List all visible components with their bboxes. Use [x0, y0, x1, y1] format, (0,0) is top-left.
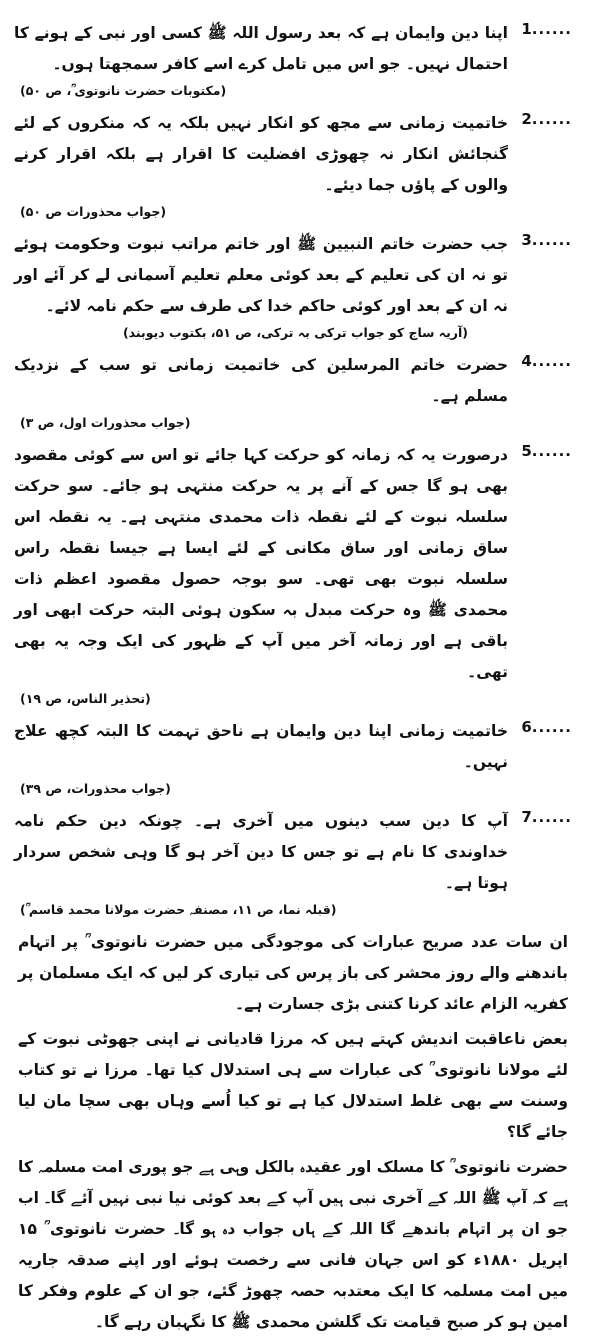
item-text: درصورت یہ کہ زمانہ کو حرکت کہا جائے تو اس سے کوئی مقصود بھی ہو گا جس کے آنے پر یہ حرکت منتہی ہو جائے۔ سو حرکت سلسلہ نبوت کے لئے نقطہ ذات محمدی منتہی ہے۔ یہ نقطہ اس ساق زمانی اور ساق مکانی کے لئے ایسا ہے جیسا نقطہ راس سلسلہ نبوت بھی تھی۔ سو بوجہ حصول مقصود اعظم ذات محمدی ﷺ وہ حرکت مبدل بہ سکون ہوئی البتہ حرکت ابھی اور باقی ہے اور زمانہ آخر میں آپ کے ظہور کی ایک وجہ یہ بھی تھی۔	[14, 446, 508, 681]
item-number: 4......	[521, 352, 572, 370]
item-number: 7......	[521, 808, 572, 826]
item-number: 2......	[521, 110, 572, 128]
item-number: 5......	[521, 442, 572, 460]
item-text: اپنا دین وایمان ہے کہ بعد رسول اللہ ﷺ کسی اور نبی کے ہونے کا احتمال نہیں۔ جو اس میں تامل کرے اسے کافر سمجھتا ہوں۔	[14, 24, 508, 73]
item-text: خاتمیت زمانی اپنا دین وایمان ہے ناحق تہمت کا البتہ کچھ علاج نہیں۔	[14, 722, 508, 771]
list-item	[14, 716, 572, 800]
item-text: حضرت خاتم المرسلین کی خاتمیت زمانی تو سب کے نزدیک مسلم ہے۔	[14, 356, 508, 405]
item-text: جب حضرت خاتم النبیین ﷺ اور خاتم مراتب نبوت وحکومت ہوئے تو نہ ان کی تعلیم کے بعد کوئی معلم تعلیم آسمانی لے کر آئے اور نہ ان کے بعد اور کوئی حاکم خدا کی طرف سے حکم نامہ لائے۔	[14, 235, 508, 315]
item-number: 6......	[521, 718, 572, 736]
list-item	[14, 108, 572, 223]
item-number: 3......	[521, 231, 572, 249]
list-item	[14, 229, 572, 344]
item-reference: (آریہ ساج کو جواب ترکی بہ ترکی، ص ۵۱، بکتوب دیوبند)	[122, 325, 468, 340]
item-reference: (مکتوبات حضرت نانوتوی ؒ، ص ۵۰)	[20, 83, 227, 98]
item-reference: (جواب محذورات، ص ۳۹)	[20, 781, 171, 796]
list-item	[14, 806, 572, 921]
item-reference: (تحذیر الناس، ص ۱۹)	[20, 691, 151, 706]
list-item	[14, 440, 572, 710]
list-item	[14, 18, 572, 102]
body-paragraph: حضرت نانوتوی ؒ کا مسلک اور عقیدہ بالکل وہی ہے جو پوری امت مسلمہ کا ہے کہ آپ ﷺ اللہ کے آخری نبی ہیں آپ کے بعد کوئی نیا نبی نہیں آئے گا۔ اب جو ان پر اتہام باندھے گا اللہ کے ہاں جواب دہ ہو گا۔ حضرت نانوتوی ؒ ۱۵ اپریل ۱۸۸۰ء کو اس جہان فانی سے رخصت ہوئے اور اپنے صدقہ جاریہ میں امت مسلمہ کا ایک معتدبہ حصہ چھوڑ گئے، جو ان کے علوم وفکر کا امین ہو کر صبح قیامت تک گلشن محمدی ﷺ کا نگہبان رہے گا۔	[18, 1158, 568, 1331]
item-reference: (قبلہ نما، ص ۱۱، مصنفہ حضرت مولانا محمد قاسم ؒ)	[20, 902, 337, 917]
body-paragraph: ان سات عدد صریح عبارات کی موجودگی میں حضرت نانوتوی ؒ پر اتہام باندھنے والے روز محشر کی باز پرس کی تیاری کر لیں کہ ایک مسلمان پر کفریہ الزام عائد کرنا کتنی بڑی جسارت ہے۔	[18, 933, 568, 1013]
item-number: 1......	[521, 20, 572, 38]
item-text: خاتمیت زمانی سے مجھ کو انکار نہیں بلکہ یہ کہ منکروں کے لئے گنجائش انکار نہ چھوڑی افضلیت کا اقرار ہے بلکہ اقرار کرنے والوں کے پاؤں جما دیئے۔	[14, 114, 508, 194]
item-text: آپ کا دین سب دینوں میں آخری ہے۔ چونکہ دین حکم نامہ خداوندی کا نام ہے تو جس کا دین آخر ہو گا وہی شخص سردار ہوتا ہے۔	[14, 812, 508, 892]
body-paragraph: بعض ناعاقبت اندیش کہتے ہیں کہ مرزا قادیانی نے اپنی جھوٹی نبوت کے لئے مولانا نانوتوی ؒ کی عبارات سے ہی استدلال کیا تھا۔ مرزا نے تو کتاب وسنت سے بھی غلط استدلال کیا ہے تو کیا اُسے وہاں بھی سچا مان لیا جائے گا؟	[18, 1030, 568, 1141]
item-reference: (جواب محذورات اول، ص ۳)	[20, 415, 191, 430]
list-item	[14, 350, 572, 434]
item-reference: (جواب محذورات ص ۵۰)	[20, 204, 167, 219]
